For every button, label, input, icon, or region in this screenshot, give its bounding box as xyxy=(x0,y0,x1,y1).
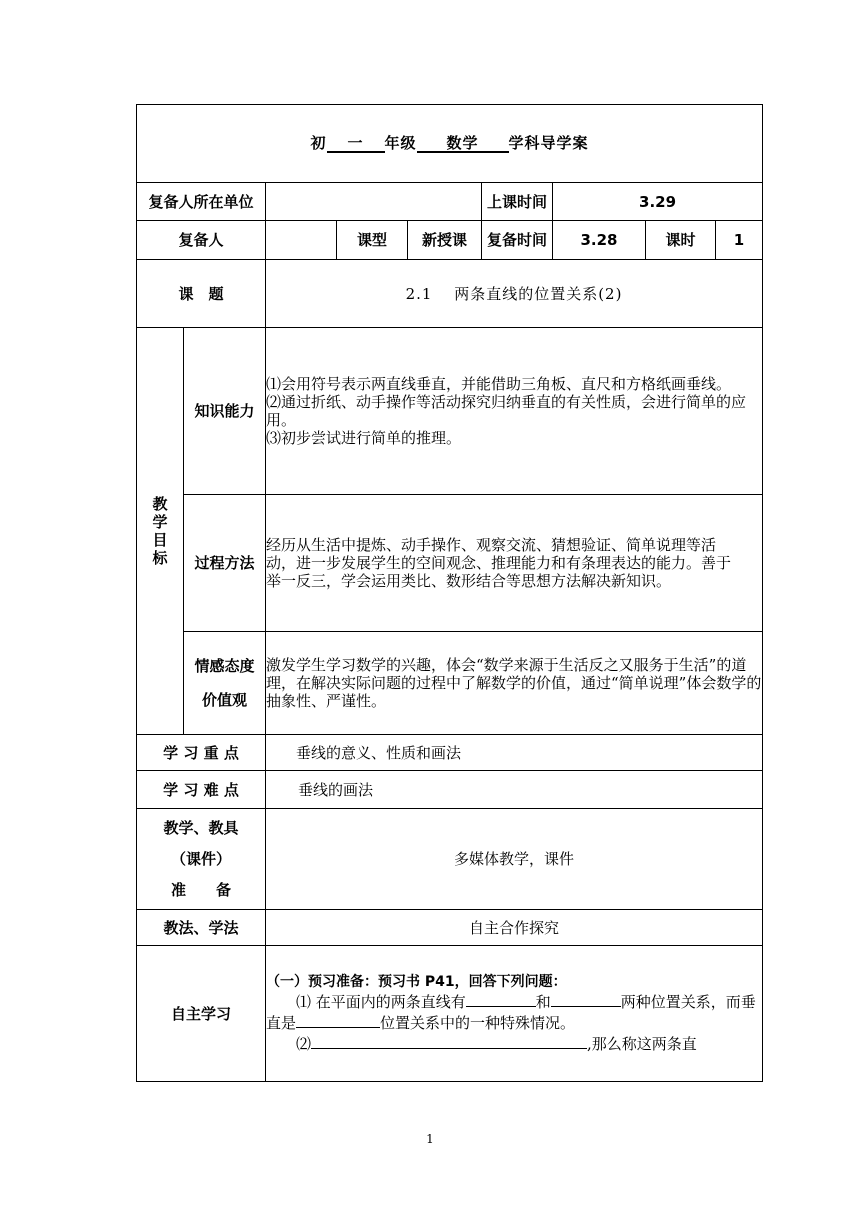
unit-value xyxy=(266,183,482,221)
goals-label xyxy=(137,328,184,735)
periods-value: 1 xyxy=(716,221,763,260)
lesson-plan-table xyxy=(136,104,763,1082)
q2-part-b: ,那么称这两条直 xyxy=(587,1035,697,1054)
tools-label xyxy=(137,809,266,910)
tools-value: 多媒体教学，课件 xyxy=(266,809,763,910)
tools-label-line-3: 准 备 xyxy=(170,880,231,899)
title-subject: 数学 xyxy=(417,135,509,154)
emotion-label-line-1: 情感态度 xyxy=(194,657,255,675)
methods-label: 教法、学法 xyxy=(137,910,266,946)
lesson-type-label: 课型 xyxy=(337,221,408,260)
knowledge-line-1: ⑴会用符号表示两直线垂直，并能借助三角板、直尺和方格纸画垂线。 xyxy=(266,375,732,393)
q1-part-b: 和 xyxy=(535,993,551,1012)
title-prefix: 初 xyxy=(310,133,327,152)
difficulty-label: 学 习 难 点 xyxy=(137,771,266,809)
class-time-value: 3.29 xyxy=(553,183,763,221)
q1-blank-2[interactable] xyxy=(551,990,621,1007)
q2-blank-1[interactable] xyxy=(311,1032,587,1049)
periods-label: 课时 xyxy=(646,221,716,260)
goals-char-4: 标 xyxy=(152,549,168,567)
page-number: 1 xyxy=(426,1132,434,1146)
tools-label-line-2: （课件） xyxy=(170,849,231,868)
goals-char-2: 学 xyxy=(152,513,168,531)
preparer-value xyxy=(266,221,337,260)
tools-label-line-1: 教学、教具 xyxy=(163,818,239,837)
process-content: 经历从生活中提炼、动手操作、观察交流、猜想验证、简单说理等活动，进一步发展学生的空间观念、推理能力和有条理表达的能力。善于举一反三，学会运用类比、数形结合等思想方法解决新知识。 xyxy=(266,495,763,632)
knowledge-line-2: ⑵通过折纸、动手操作等活动探究归纳垂直的有关性质，会进行简单的应用。 xyxy=(266,393,747,429)
knowledge-content xyxy=(266,328,763,495)
title-mid: 年级 xyxy=(384,133,417,152)
prep-time-value: 3.28 xyxy=(553,221,646,260)
difficulty-value: 垂线的画法 xyxy=(266,771,763,809)
self-study-q1 xyxy=(266,990,762,1032)
emotion-label-line-2: 价值观 xyxy=(201,691,247,709)
q1-blank-3[interactable] xyxy=(296,1011,380,1028)
title-suffix: 学科导学案 xyxy=(508,133,589,152)
goals-char-3: 目 xyxy=(152,531,168,549)
topic-value: 2.1 两条直线的位置关系(2) xyxy=(266,260,763,328)
process-label: 过程方法 xyxy=(184,495,266,632)
q1-blank-1[interactable] xyxy=(466,990,536,1007)
emotion-label xyxy=(184,632,266,735)
key-point-label: 学 习 重 点 xyxy=(137,735,266,771)
preparer-label: 复备人 xyxy=(137,221,266,260)
key-point-value: 垂线的意义、性质和画法 xyxy=(266,735,763,771)
q1-part-c: 两种位置关系，而垂直是 xyxy=(266,993,756,1033)
knowledge-label: 知识能力 xyxy=(184,328,266,495)
class-time-label: 上课时间 xyxy=(482,183,553,221)
knowledge-line-3: ⑶初步尝试进行简单的推理。 xyxy=(266,429,462,447)
self-study-heading: （一）预习准备：预习书 P41，回答下列问题： xyxy=(266,973,567,990)
self-study-q2 xyxy=(266,1032,762,1053)
goals-char-1: 教 xyxy=(152,495,168,513)
unit-label: 复备人所在单位 xyxy=(137,183,266,221)
prep-time-label: 复备时间 xyxy=(482,221,553,260)
emotion-content: 激发学生学习数学的兴趣，体会“数学来源于生活反之又服务于生活”的道理，在解决实际问题的过程中了解数学的价值，通过“简单说理”体会数学的抽象性、严谨性。 xyxy=(266,632,763,735)
lesson-type-value: 新授课 xyxy=(408,221,482,260)
title-grade: 一 xyxy=(327,135,385,154)
document-title xyxy=(137,105,763,183)
q1-part-d: 位置关系中的一种特殊情况。 xyxy=(380,1014,576,1033)
methods-value: 自主合作探究 xyxy=(266,910,763,946)
topic-label: 课 题 xyxy=(137,260,266,328)
self-study-label: 自主学习 xyxy=(137,946,266,1082)
self-study-content xyxy=(266,946,763,1082)
q2-part-a: ⑵ xyxy=(296,1035,312,1054)
q1-part-a: ⑴ 在平面内的两条直线有 xyxy=(296,993,466,1012)
